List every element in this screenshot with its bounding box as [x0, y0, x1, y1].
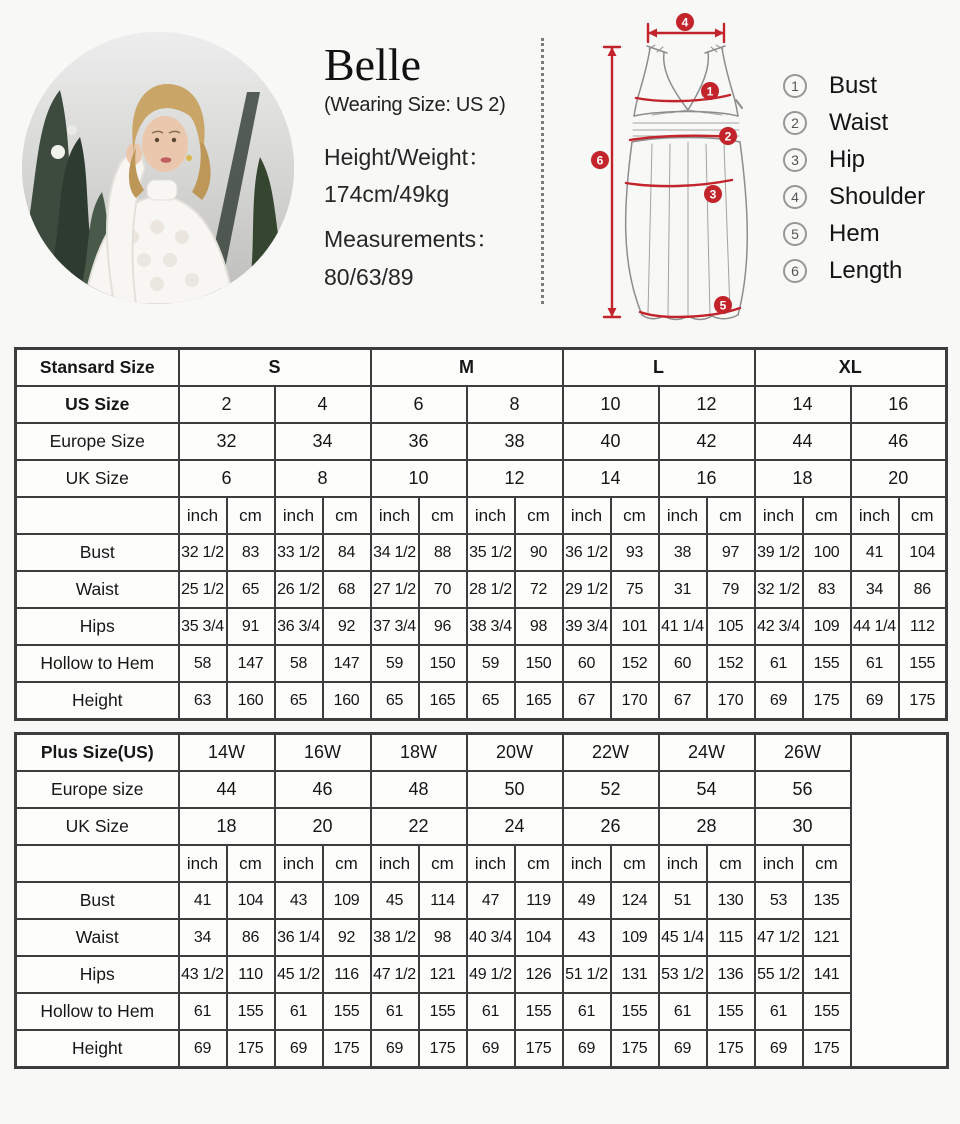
table-cell: inch — [563, 845, 611, 882]
table-cell: inch — [179, 497, 227, 534]
table-cell: 69 — [563, 1030, 611, 1068]
table-cell: 18 — [179, 808, 275, 845]
table-cell: 175 — [707, 1030, 755, 1068]
table-cell: 60 — [659, 645, 707, 682]
table-cell: 124 — [611, 882, 659, 919]
table-cell: inch — [275, 845, 323, 882]
table-cell: 155 — [323, 993, 371, 1030]
table-cell: cm — [419, 497, 467, 534]
legend-label-hip: Hip — [829, 146, 866, 173]
table-cell: 69 — [851, 682, 899, 720]
table-cell: 109 — [611, 919, 659, 956]
table-cell: 150 — [419, 645, 467, 682]
table-cell: 65 — [371, 682, 419, 720]
table-cell: 56 — [755, 771, 851, 808]
table-cell: inch — [659, 497, 707, 534]
svg-text:4: 4 — [681, 15, 689, 30]
table-cell: 14 — [755, 386, 851, 423]
table-cell: inch — [467, 845, 515, 882]
table-cell: 58 — [275, 645, 323, 682]
table-cell: 155 — [707, 993, 755, 1030]
table-cell: 150 — [515, 645, 563, 682]
table-cell: 37 3/4 — [371, 608, 419, 645]
table-cell: 20 — [851, 460, 947, 497]
model-measurements-value: 80/63/89 — [324, 263, 414, 290]
svg-text:1: 1 — [706, 84, 714, 99]
legend-item-length — [783, 257, 925, 285]
table-cell: 170 — [611, 682, 659, 720]
table-cell: 30 — [755, 808, 851, 845]
svg-text:3: 3 — [709, 187, 717, 202]
legend-number-5: 5 — [783, 222, 807, 246]
table-cell: 35 3/4 — [179, 608, 227, 645]
table-cell: 59 — [371, 645, 419, 682]
table-cell: 36 3/4 — [275, 608, 323, 645]
table-cell: 69 — [371, 1030, 419, 1068]
table-cell: cm — [515, 845, 563, 882]
table-cell: 165 — [419, 682, 467, 720]
table-cell: 175 — [515, 1030, 563, 1068]
table-cell: 83 — [803, 571, 851, 608]
table-cell: 147 — [323, 645, 371, 682]
table-row-label: Waist — [16, 571, 179, 608]
legend-number-2: 2 — [783, 111, 807, 135]
table-cell: 51 — [659, 882, 707, 919]
table-cell: 45 1/4 — [659, 919, 707, 956]
legend-label-shoulder: Shoulder — [829, 183, 926, 210]
table-row-label: Hollow to Hem — [16, 645, 179, 682]
table-cell: inch — [371, 497, 419, 534]
table-cell: 79 — [707, 571, 755, 608]
table-cell: 53 1/2 — [659, 956, 707, 993]
table-cell: 53 — [755, 882, 803, 919]
table-cell: 69 — [467, 1030, 515, 1068]
table-cell: 141 — [803, 956, 851, 993]
legend-item-shoulder — [783, 183, 925, 211]
table-cell: 114 — [419, 882, 467, 919]
table-cell: 32 — [179, 423, 275, 460]
table-row-label: Hips — [16, 608, 179, 645]
table-cell: 51 1/2 — [563, 956, 611, 993]
table-cell: inch — [467, 497, 515, 534]
table-cell: 41 1/4 — [659, 608, 707, 645]
table-row-label: UK Size — [16, 808, 179, 845]
table-cell: 33 1/2 — [275, 534, 323, 571]
table-cell: cm — [611, 497, 659, 534]
table-cell: L — [563, 349, 755, 387]
table-row-label: Bust — [16, 534, 179, 571]
table-cell: 84 — [323, 534, 371, 571]
table-cell: 12 — [659, 386, 755, 423]
table-cell: cm — [323, 845, 371, 882]
table-cell: cm — [611, 845, 659, 882]
table-cell: cm — [419, 845, 467, 882]
table-cell: 36 1/2 — [563, 534, 611, 571]
dotted-divider — [541, 38, 544, 304]
table-cell: XL — [755, 349, 947, 387]
table-cell: 155 — [803, 645, 851, 682]
table-cell: 104 — [227, 882, 275, 919]
table-cell: 36 1/4 — [275, 919, 323, 956]
legend-item-bust — [783, 72, 925, 100]
table-cell: 175 — [803, 682, 851, 720]
table-row-label: Stansard Size — [16, 349, 179, 387]
table-cell: 75 — [611, 571, 659, 608]
legend-number-3: 3 — [783, 148, 807, 172]
table-row-label: Height — [16, 682, 179, 720]
table-row-label: Bust — [16, 882, 179, 919]
table-cell: 34 — [275, 423, 371, 460]
table-cell: 155 — [803, 993, 851, 1030]
table-cell: 86 — [899, 571, 947, 608]
model-photo — [22, 32, 294, 304]
legend-item-waist — [783, 109, 925, 137]
table-cell: 47 1/2 — [755, 919, 803, 956]
table-cell: 67 — [563, 682, 611, 720]
table-cell: 70 — [419, 571, 467, 608]
table-cell: inch — [179, 845, 227, 882]
table-cell: 67 — [659, 682, 707, 720]
table-cell: 61 — [755, 645, 803, 682]
table-cell: inch — [563, 497, 611, 534]
table-cell: 86 — [227, 919, 275, 956]
dress-outline — [626, 45, 748, 320]
svg-text:6: 6 — [596, 153, 604, 168]
table-cell: 14W — [179, 734, 275, 772]
legend-label-waist: Waist — [829, 109, 889, 136]
table-cell: 38 — [659, 534, 707, 571]
table-cell: 44 — [755, 423, 851, 460]
model-info — [324, 40, 539, 301]
legend-number-6: 6 — [783, 259, 807, 283]
table-cell: 105 — [707, 608, 755, 645]
table-cell: 112 — [899, 608, 947, 645]
table-cell: 40 — [563, 423, 659, 460]
table-row-label: Plus Size(US) — [16, 734, 179, 772]
table-cell: 14 — [563, 460, 659, 497]
table-cell: 116 — [323, 956, 371, 993]
plus-size-table — [14, 732, 949, 1069]
table-cell: 41 — [851, 534, 899, 571]
table-cell: 72 — [515, 571, 563, 608]
table-cell: 98 — [515, 608, 563, 645]
table-cell: 29 1/2 — [563, 571, 611, 608]
model-name: Belle — [324, 39, 422, 90]
table-cell: 61 — [275, 993, 323, 1030]
table-cell: cm — [515, 497, 563, 534]
table-cell: cm — [227, 845, 275, 882]
table-cell: 42 — [659, 423, 755, 460]
table-cell: 49 1/2 — [467, 956, 515, 993]
table-cell: 22 — [371, 808, 467, 845]
table-cell: inch — [755, 497, 803, 534]
table-cell: 115 — [707, 919, 755, 956]
legend-item-hem — [783, 220, 925, 248]
table-cell: 45 — [371, 882, 419, 919]
table-cell: cm — [803, 497, 851, 534]
table-row-label: Height — [16, 1030, 179, 1068]
table-cell: 55 1/2 — [755, 956, 803, 993]
table-cell: 58 — [179, 645, 227, 682]
table-cell: 69 — [179, 1030, 227, 1068]
table-cell: 100 — [803, 534, 851, 571]
table-cell: 2 — [179, 386, 275, 423]
model-height-weight-label: Height/Weight： — [324, 143, 492, 170]
table-cell: 35 1/2 — [467, 534, 515, 571]
table-cell: 18W — [371, 734, 467, 772]
table-cell: M — [371, 349, 563, 387]
table-cell: 65 — [275, 682, 323, 720]
table-cell: 93 — [611, 534, 659, 571]
table-cell: 25 1/2 — [179, 571, 227, 608]
table-cell: 160 — [323, 682, 371, 720]
table-cell: 50 — [467, 771, 563, 808]
table-cell: 39 1/2 — [755, 534, 803, 571]
table-cell: 69 — [659, 1030, 707, 1068]
table-row-label: Europe Size — [16, 423, 179, 460]
table-cell: cm — [227, 497, 275, 534]
table-cell: 175 — [803, 1030, 851, 1068]
table-cell: 27 1/2 — [371, 571, 419, 608]
table-cell: 34 — [179, 919, 227, 956]
table-cell: 61 — [563, 993, 611, 1030]
table-cell: 152 — [611, 645, 659, 682]
table-row-label — [16, 845, 179, 882]
legend-label-bust: Bust — [829, 72, 878, 99]
table-cell: 65 — [467, 682, 515, 720]
table-cell: 68 — [323, 571, 371, 608]
table-cell: inch — [371, 845, 419, 882]
table-cell: 175 — [419, 1030, 467, 1068]
table-cell: 92 — [323, 919, 371, 956]
table-cell: cm — [707, 845, 755, 882]
table-cell: 10 — [371, 460, 467, 497]
table-cell: 170 — [707, 682, 755, 720]
table-cell: 43 — [275, 882, 323, 919]
table-cell: 97 — [707, 534, 755, 571]
table-cell: 6 — [371, 386, 467, 423]
model-wearing-size: (Wearing Size: US 2) — [324, 93, 506, 116]
table-cell: 61 — [179, 993, 227, 1030]
table-cell: 47 1/2 — [371, 956, 419, 993]
dress-diagram — [552, 2, 780, 332]
table-cell: 54 — [659, 771, 755, 808]
table-row-label: Hips — [16, 956, 179, 993]
table-cell: inch — [275, 497, 323, 534]
table-cell: 98 — [419, 919, 467, 956]
table-cell: 43 — [563, 919, 611, 956]
table-cell: 96 — [419, 608, 467, 645]
table-cell: 155 — [611, 993, 659, 1030]
table-cell: 8 — [275, 460, 371, 497]
table-cell: 110 — [227, 956, 275, 993]
table-cell: 4 — [275, 386, 371, 423]
table-cell: 28 1/2 — [467, 571, 515, 608]
table-cell: 47 — [467, 882, 515, 919]
table-cell: 135 — [803, 882, 851, 919]
table-cell: 26 — [563, 808, 659, 845]
table-cell: 60 — [563, 645, 611, 682]
table-cell: 126 — [515, 956, 563, 993]
table-cell: 61 — [371, 993, 419, 1030]
legend-item-hip — [783, 146, 925, 174]
table-cell: 41 — [179, 882, 227, 919]
table-cell: 109 — [803, 608, 851, 645]
table-cell: 69 — [755, 1030, 803, 1068]
table-cell: 130 — [707, 882, 755, 919]
model-height-weight-value: 174cm/49kg — [324, 181, 450, 208]
table-row-label: Hollow to Hem — [16, 993, 179, 1030]
table-cell: 38 — [467, 423, 563, 460]
table-cell: 63 — [179, 682, 227, 720]
table-cell: 40 3/4 — [467, 919, 515, 956]
table-cell: 45 1/2 — [275, 956, 323, 993]
table-row-label: US Size — [16, 386, 179, 423]
table-cell: 10 — [563, 386, 659, 423]
table-cell: cm — [803, 845, 851, 882]
legend-label-hem: Hem — [829, 220, 880, 247]
table-cell: 155 — [227, 993, 275, 1030]
table-cell: cm — [707, 497, 755, 534]
table-cell: 61 — [659, 993, 707, 1030]
table-cell: 12 — [467, 460, 563, 497]
table-cell: 61 — [851, 645, 899, 682]
table-cell: 38 3/4 — [467, 608, 515, 645]
table-cell: 43 1/2 — [179, 956, 227, 993]
table-cell: 32 1/2 — [755, 571, 803, 608]
table-cell: 38 1/2 — [371, 919, 419, 956]
svg-text:2: 2 — [724, 129, 732, 144]
table-cell: 24 — [467, 808, 563, 845]
table-cell: 18 — [755, 460, 851, 497]
table-cell: 147 — [227, 645, 275, 682]
table-cell: 175 — [611, 1030, 659, 1068]
table-cell: 6 — [179, 460, 275, 497]
table-cell: 119 — [515, 882, 563, 919]
legend-number-1: 1 — [783, 74, 807, 98]
table-cell: 16 — [851, 386, 947, 423]
legend-number-4: 4 — [783, 185, 807, 209]
table-cell: 26 1/2 — [275, 571, 323, 608]
table-cell: 69 — [755, 682, 803, 720]
table-cell: inch — [755, 845, 803, 882]
model-photo-illustration — [22, 32, 294, 304]
table-cell: 34 — [851, 571, 899, 608]
table-cell: 155 — [419, 993, 467, 1030]
legend-label-length: Length — [829, 257, 903, 284]
table-cell: 88 — [419, 534, 467, 571]
measurement-legend — [783, 72, 925, 294]
table-cell: 91 — [227, 608, 275, 645]
table-row-label — [16, 497, 179, 534]
table-cell: 61 — [755, 993, 803, 1030]
table-cell: 131 — [611, 956, 659, 993]
table-cell: 121 — [803, 919, 851, 956]
table-cell: 104 — [515, 919, 563, 956]
table-cell: 83 — [227, 534, 275, 571]
table-cell: 32 1/2 — [179, 534, 227, 571]
table-cell: 90 — [515, 534, 563, 571]
table-cell: 20W — [467, 734, 563, 772]
table-row-label: Waist — [16, 919, 179, 956]
table-cell: 155 — [515, 993, 563, 1030]
table-cell: 165 — [515, 682, 563, 720]
table-cell: 61 — [467, 993, 515, 1030]
table-cell: 175 — [323, 1030, 371, 1068]
svg-text:5: 5 — [719, 298, 727, 313]
table-cell: 136 — [707, 956, 755, 993]
table-cell: 31 — [659, 571, 707, 608]
table-cell: 59 — [467, 645, 515, 682]
table-cell: inch — [659, 845, 707, 882]
table-cell: 16 — [659, 460, 755, 497]
top-section — [0, 0, 960, 345]
table-cell: 22W — [563, 734, 659, 772]
table-cell: 39 3/4 — [563, 608, 611, 645]
table-cell: 65 — [227, 571, 275, 608]
table-cell: 46 — [851, 423, 947, 460]
table-cell: 155 — [899, 645, 947, 682]
table-cell: 104 — [899, 534, 947, 571]
table-cell: 36 — [371, 423, 467, 460]
table-cell: cm — [323, 497, 371, 534]
table-cell: 42 3/4 — [755, 608, 803, 645]
table-cell: 175 — [899, 682, 947, 720]
table-cell: 160 — [227, 682, 275, 720]
table-cell: 109 — [323, 882, 371, 919]
table-cell: 24W — [659, 734, 755, 772]
table-row-label: Europe size — [16, 771, 179, 808]
table-cell: 69 — [275, 1030, 323, 1068]
table-cell: 92 — [323, 608, 371, 645]
table-cell: 20 — [275, 808, 371, 845]
measurement-lines — [604, 24, 740, 317]
table-cell: 28 — [659, 808, 755, 845]
table-cell: 48 — [371, 771, 467, 808]
table-cell: S — [179, 349, 371, 387]
table-cell: 44 — [179, 771, 275, 808]
table-cell: 44 1/4 — [851, 608, 899, 645]
standard-size-table — [14, 347, 948, 721]
table-cell: cm — [899, 497, 947, 534]
table-cell: inch — [851, 497, 899, 534]
table-row-label: UK Size — [16, 460, 179, 497]
table-cell: 26W — [755, 734, 851, 772]
model-measurements-label: Measurements： — [324, 226, 500, 253]
table-cell: 152 — [707, 645, 755, 682]
table-cell: 52 — [563, 771, 659, 808]
table-cell: 49 — [563, 882, 611, 919]
table-cell: 46 — [275, 771, 371, 808]
table-cell: 121 — [419, 956, 467, 993]
table-cell: 16W — [275, 734, 371, 772]
table-cell — [851, 734, 948, 1068]
table-cell: 8 — [467, 386, 563, 423]
table-cell: 101 — [611, 608, 659, 645]
table-cell: 34 1/2 — [371, 534, 419, 571]
table-cell: 175 — [227, 1030, 275, 1068]
